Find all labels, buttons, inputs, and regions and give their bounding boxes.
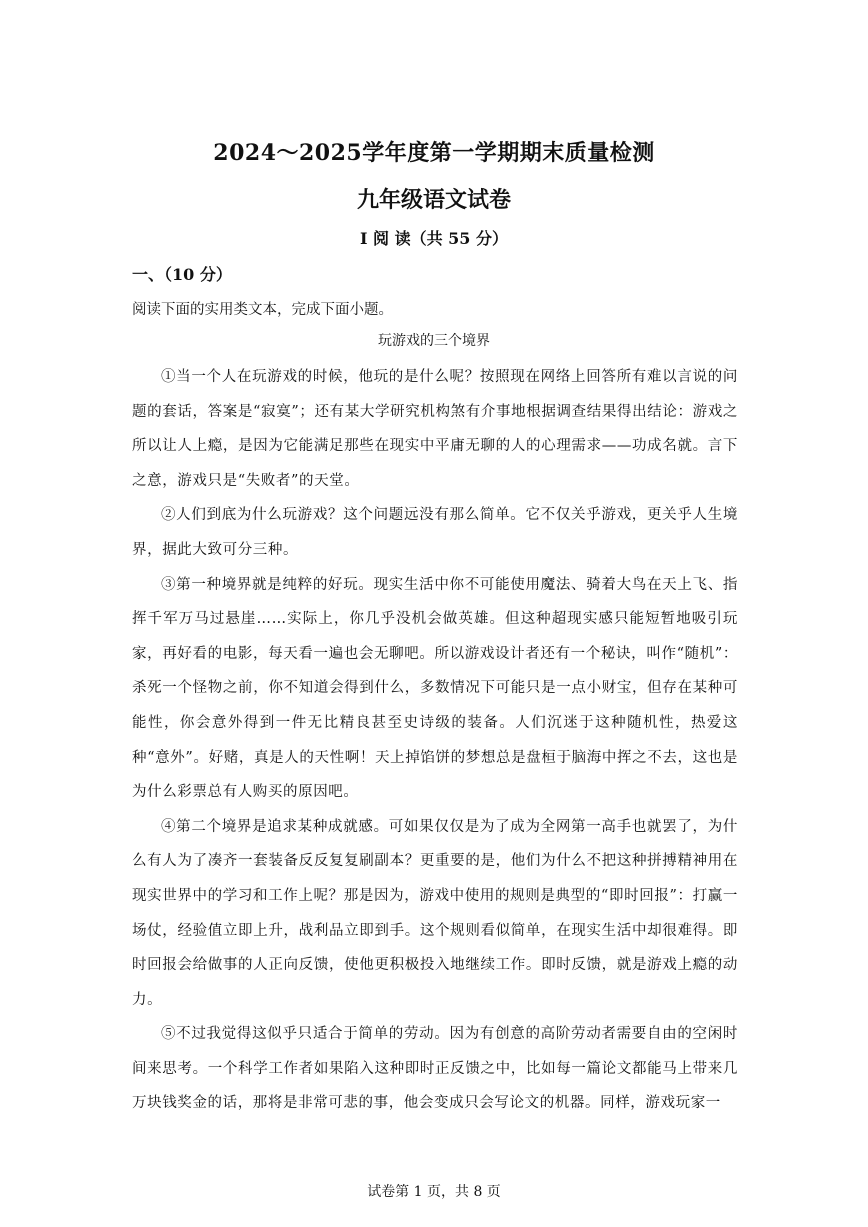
question-heading: 一、（10 分） — [132, 265, 232, 284]
paragraph-4: ④第二个境界是追求某种成就感。可如果仅仅是为了成为全网第一高手也就罢了，为什么有人为了凑齐一套装备反反复复刷副本？更重要的是，他们为什么不把这种拼搏精神用在现实世界中的学习和工作上呢？那是因为，游戏中使用的规则是典型的“即时回报”：打赢一场仗，经验值立即上升，战利品立即到手。这个规则看似简单，在现实生活中却很难得。即时回报会给做事的人正向反馈，使他更积极投入地继续工作。即时反馈，就是游戏上瘾的动力。 — [132, 818, 738, 1008]
paragraph-1: ①当一个人在玩游戏的时候，他玩的是什么呢？按照现在网络上回答所有难以言说的问题的套话，答案是“寂寞”；还有某大学研究机构煞有介事地根据调查结果得出结论：游戏之所以让人上瘾，是因为它能满足那些在现实中平庸无聊的人的心理需求——功成名就。言下之意，游戏只是“失败者”的天堂。 — [132, 369, 738, 489]
paragraph-3: ③第一种境界就是纯粹的好玩。现实生活中你不可能使用魔法、骑着大鸟在天上飞、指挥千军万马过悬崖……实际上，你几乎没机会做英雄。但这种超现实感只能短暂地吸引玩家，再好看的电影，每天看一遍也会无聊吧。所以游戏设计者还有一个秘诀，叫作“随机”：杀死一个怪物之前，你不知道会得到什么，多数情况下可能只是一点小财宝，但存在某种可能性，你会意外得到一件无比精良甚至史诗级的装备。人们沉迷于这种随机性，热爱这种“意外”。好赌，真是人的天性啊！天上掉馅饼的梦想总是盘桓于脑海中挥之不去，这也是为什么彩票总有人购买的原因吧。 — [132, 576, 738, 801]
article-body — [132, 360, 738, 1121]
question-instruction: 阅读下面的实用类文本，完成下面小题。 — [132, 302, 393, 318]
exam-subtitle: 九年级语文试卷 — [356, 187, 511, 213]
exam-title: 2024～2025学年度第一学期期末质量检测 — [213, 140, 655, 166]
page-number: 试卷第 1 页，共 8 页 — [367, 1184, 501, 1200]
paragraph-2: ②人们到底为什么玩游戏？这个问题远没有那么简单。它不仅关乎游戏，更关乎人生境界，据此大致可分三种。 — [132, 507, 738, 558]
section-heading: Ⅰ 阅 读（共 55 分） — [359, 229, 509, 248]
paragraph-5: ⑤不过我觉得这似乎只适合于简单的劳动。因为有创意的高阶劳动者需要自由的空闲时间来思考。一个科学工作者如果陷入这种即时正反馈之中，比如每一篇论文都能马上带来几万块钱奖金的话，那将是非常可悲的事，他会变成只会写论文的机器。同样，游戏玩家一 — [132, 1026, 738, 1112]
article-title: 玩游戏的三个境界 — [378, 333, 490, 349]
